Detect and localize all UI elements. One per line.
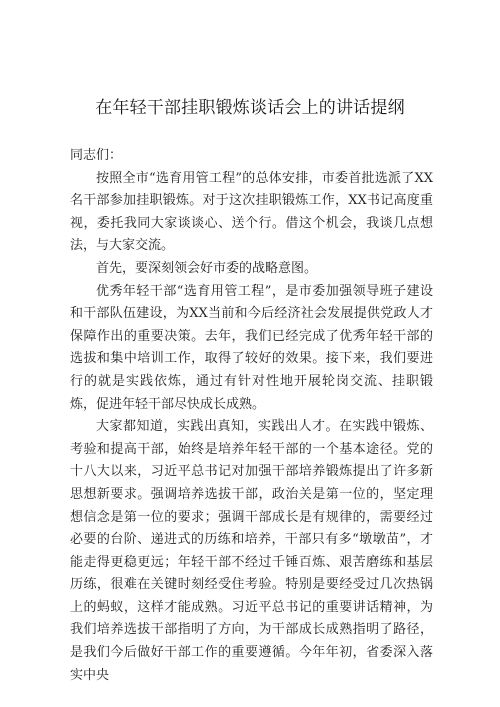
document-body — [70, 145, 433, 687]
paragraph-2: 首先，要深刻领会好市委的战略意图。 — [96, 260, 318, 276]
greeting: 同志们： — [70, 148, 123, 163]
document-title: 在年轻干部挂职锻炼谈话会上的讲话提纲 — [95, 98, 405, 118]
paragraph-3: 优秀年轻干部“选育用管工程”，是市委加强领导班子建设和干部队伍建设，为XX当前和今后经济社会发展提供党政人才保障作出的重要决策。去年，我们已经完成了优秀年轻干部的选拔和集中培训工作，取得了较好的效果。接下来，我们要进行的就是实践依炼，通过有针对性地开展轮岗交流、挂职锻炼，促进年轻干部尽快成长成熟。 — [70, 283, 433, 412]
paragraph-4: 大家都知道，实践出真知，实践出人才。在实践中锻炼、考验和提高干部，始终是培养年轻干部的一个基本途径。党的十八大以来，习近平总书记对加强干部培养锻炼提出了许多新思想新要求。强调培养选拔干部，政治关是第一位的，坚定理想信念是第一位的要求；强调干部成长是有规律的，需要经过必要的台阶、递进式的历练和培养，干部只有多“墩墩苗”，才能走得更稳更远；年轻干部不经过千锤百炼、艰苦磨练和基层历练，很难在关键时刻经受住考验。特别是要经受过几次热锅上的蚂蚁，这样才能成熟。习近平总书记的重要讲话精神，为我们培养选拔干部指明了方向，为干部成长成熟指明了路径，是我们今后做好干部工作的重要遵循。今年年初，省委深入落实中央 — [70, 419, 433, 683]
paragraph-1: 按照全市“选育用管工程”的总体安排，市委首批选派了XX名干部参加挂职锻炼。对于这次挂职锻炼工作，XX书记高度重视，委托我同大家谈谈心、送个行。借这个机会，我谈几点想法，与大家交流。 — [70, 170, 433, 254]
